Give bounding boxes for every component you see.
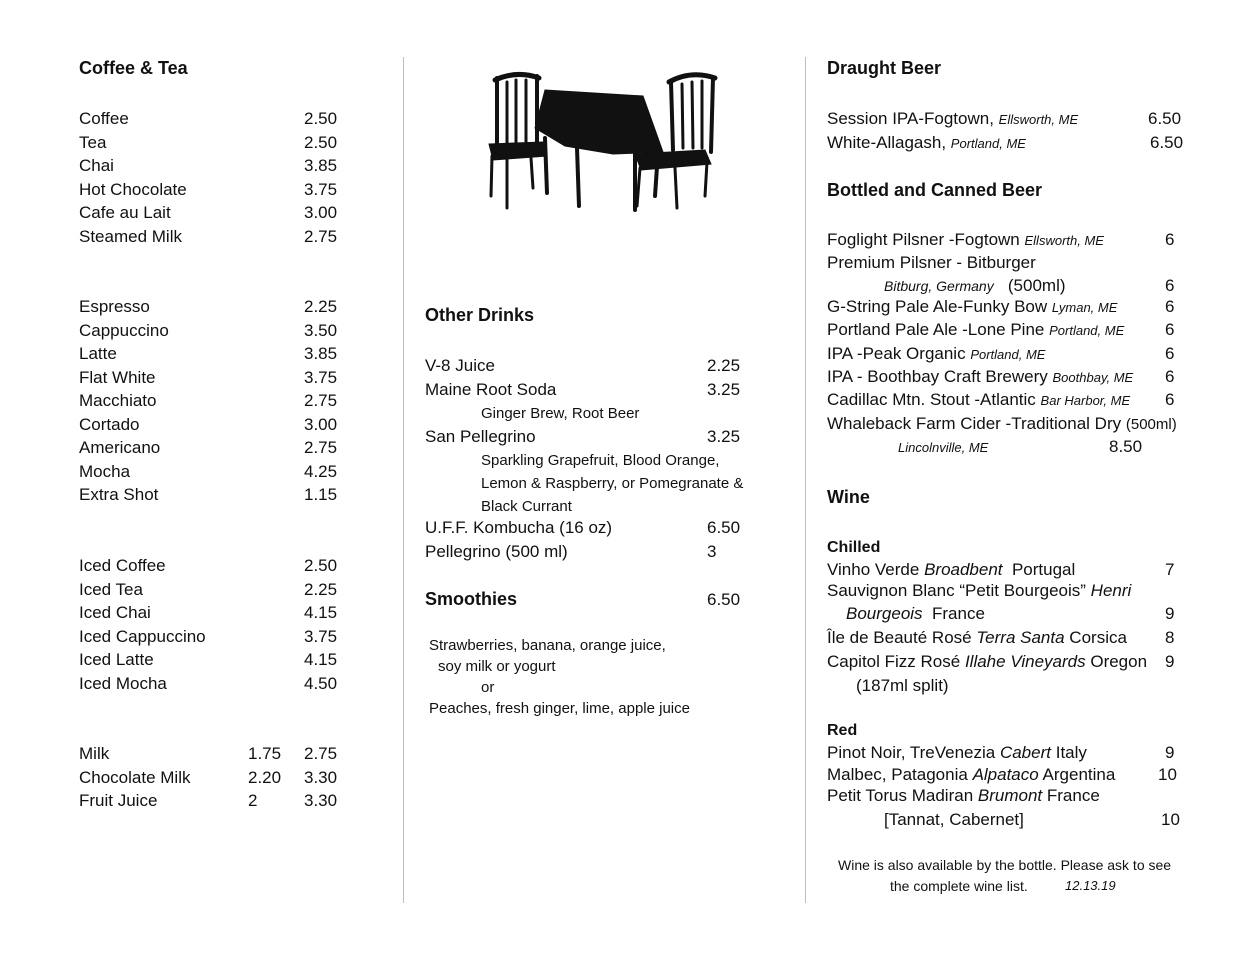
menu-item-name: Iced Cappuccino [79,627,206,646]
wine-note: (187ml split) [856,676,949,695]
wine-producer: Terra Santa [976,628,1065,647]
menu-item-name: Chocolate Milk [79,768,191,787]
menu-item-name: Cortado [79,415,140,434]
menu-item-note: Sparkling Grapefruit, Blood Orange, [481,452,720,469]
wine-price: 7 [1165,560,1175,579]
wine-grapes: [Tannat, Cabernet] [884,810,1024,829]
menu-item-name: Cappuccino [79,321,169,340]
menu-item-name: Iced Chai [79,603,151,622]
beer-origin: Portland, ME [1049,323,1125,338]
wine-producer: Broadbent [924,560,1003,579]
beer-name: IPA -Peak Organic [827,344,966,363]
menu-item-price: 3.85 [304,344,338,363]
wine-footer-note: the complete wine list. [890,878,1028,894]
coffee-tea-heading: Coffee & Tea [79,58,188,78]
wine-item [827,628,1127,648]
wine-price: 10 [1158,765,1177,784]
beer-item [827,390,1130,410]
menu-item-price: 3.75 [304,627,338,646]
wine-heading: Wine [827,487,870,507]
beer-origin: Bar Harbor, ME [1040,393,1131,408]
smoothie-or: or [481,679,495,696]
menu-item-name: San Pellegrino [425,427,536,446]
beer-name: G-String Pale Ale-Funky Bow [827,297,1048,316]
beer-name: Premium Pilsner - Bitburger [827,253,1036,272]
menu-item-name: Cafe au Lait [79,203,171,222]
wine-name: Capitol Fizz Rosé [827,652,961,671]
beer-item [827,320,1124,340]
wine-item [827,743,1087,763]
menu-item-price: 2.25 [304,297,338,316]
menu-item-name: Chai [79,156,114,175]
menu-item-name: Tea [79,133,107,152]
wine-country: France [1046,786,1100,805]
cider-name: Whaleback Farm Cider -Traditional Dry [827,414,1122,433]
menu-item-name: Macchiato [79,391,157,410]
menu-item-name: Steamed Milk [79,227,182,246]
menu-item-price-large: 3.30 [304,768,338,787]
menu-item-name: Extra Shot [79,485,159,504]
column-divider-left [403,57,404,903]
menu-item-price-large: 2.75 [304,744,338,763]
menu-item-price: 2.75 [304,391,338,410]
beer-item [827,344,1045,364]
wine-producer: Cabert [999,743,1051,762]
wine-producer: Alpataco [972,765,1039,784]
beer-item [827,109,1078,129]
wine-country: Portugal [1011,560,1076,579]
menu-item-note: Black Currant [481,498,572,515]
wine-item [827,652,1147,672]
menu-item-price-large: 3.30 [304,791,338,810]
wine-item-cont [846,604,985,624]
beer-price: 6.50 [1148,109,1182,128]
menu-item-price: 3.00 [304,415,338,434]
wine-producer: Brumont [977,786,1043,805]
beer-origin: Ellsworth, ME [998,112,1079,127]
draught-beer-heading: Draught Beer [827,58,942,78]
beer-item [827,297,1117,317]
table-chairs-illustration [485,68,725,218]
wine-price: 9 [1165,743,1175,762]
wine-name: Vinho Verde [827,560,920,579]
beer-origin: Boothbay, ME [1052,370,1134,385]
other-drinks-heading: Other Drinks [425,305,535,325]
smoothie-option: Peaches, fresh ginger, lime, apple juice [429,700,690,717]
column-divider-right [805,57,806,903]
menu-item-price: 2.50 [304,109,338,128]
wine-item [827,581,1131,601]
beer-item [827,133,1026,153]
menu-item-name: Iced Tea [79,580,143,599]
menu-item-price: 3.85 [304,156,338,175]
beer-price: 6 [1165,297,1175,316]
wine-item [827,765,1115,785]
smoothie-option: soy milk or yogurt [438,658,556,675]
beer-origin: Lyman, ME [1051,300,1118,315]
menu-item-name: V-8 Juice [425,356,495,375]
menu-item-price: 3.00 [304,203,338,222]
menu-item-name: Flat White [79,368,156,387]
menu-item-price: 4.15 [304,603,338,622]
menu-item-price: 2.25 [707,356,741,375]
cider-origin: Lincolnville, ME [898,440,989,455]
cider-size: (500ml) [1125,416,1177,433]
beer-price: 6 [1165,390,1175,409]
menu-item-price-small: 2 [248,791,258,810]
beer-item [827,230,1104,250]
beer-origin: Bitburg, Germany [884,278,994,294]
wine-name: Pinot Noir, TreVenezia [827,743,996,762]
beer-price: 6 [1165,230,1175,249]
beer-item [827,367,1133,387]
menu-item-price: 2.50 [304,556,338,575]
beer-price: 6.50 [1150,133,1184,152]
menu-item-price: 3.50 [304,321,338,340]
beer-price: 6 [1165,320,1175,339]
menu-item-name: Mocha [79,462,131,481]
menu-item-name: Latte [79,344,117,363]
chilled-subheading: Chilled [827,539,881,556]
menu-item-price: 3.25 [707,380,741,399]
wine-country: Argentina [1042,765,1116,784]
menu-item-price: 2.75 [304,227,338,246]
beer-price: 6 [1165,344,1175,363]
wine-country: Corsica [1069,628,1127,647]
wine-price: 9 [1165,652,1175,671]
wine-footer-note: Wine is also available by the bottle. Please ask to see [838,857,1172,873]
beer-origin: Portland, ME [950,136,1026,151]
wine-price: 8 [1165,628,1175,647]
cider-item [827,414,1177,434]
bottled-beer-heading: Bottled and Canned Beer [827,180,1043,200]
menu-item-price: 6.50 [707,518,741,537]
wine-country: Oregon [1090,652,1148,671]
menu-item-price: 2.25 [304,580,338,599]
menu-item-price: 4.50 [304,674,338,693]
smoothies-heading: Smoothies [425,589,518,609]
menu-item-price: 2.50 [304,133,338,152]
menu-item-name: Iced Mocha [79,674,167,693]
wine-country: Italy [1055,743,1087,762]
beer-name: Portland Pale Ale -Lone Pine [827,320,1045,339]
wine-price: 9 [1165,604,1175,623]
beer-origin: Portland, ME [970,347,1046,362]
wine-name: Malbec, Patagonia [827,765,968,784]
red-subheading: Red [827,722,858,739]
wine-producer: Henri [1090,581,1132,600]
menu-item-price: 4.25 [304,462,338,481]
menu-item-name: Iced Coffee [79,556,166,575]
wine-name: Petit Torus Madiran [827,786,974,805]
beer-name: Session IPA-Fogtown, [827,109,994,128]
menu-item-name: Iced Latte [79,650,154,669]
wine-name: Sauvignon Blanc “Petit Bourgeois” [827,581,1086,600]
menu-item-price: 4.15 [304,650,338,669]
menu-item-price: 1.15 [304,485,338,504]
menu-item-name: Milk [79,744,110,763]
beer-price: 6 [1165,276,1175,295]
menu-date: 12.13.19 [1065,878,1116,893]
wine-producer: Bourgeois [846,604,923,623]
beer-name: Foglight Pilsner -Fogtown [827,230,1020,249]
wine-item [827,786,1100,806]
beer-origin-line [884,276,1066,296]
smoothie-option: Strawberries, banana, orange juice, [429,637,666,654]
beer-size: (500ml) [1007,276,1066,295]
menu-item-name: Americano [79,438,161,457]
menu-item-name: Espresso [79,297,150,316]
menu-item-name: Coffee [79,109,129,128]
beer-origin: Ellsworth, ME [1024,233,1104,248]
smoothies-price: 6.50 [707,590,741,609]
wine-item [827,560,1075,580]
cider-price: 8.50 [1109,437,1143,456]
menu-item-price-small: 1.75 [248,744,282,763]
menu-item-name: Fruit Juice [79,791,158,810]
wine-name: Île de Beauté Rosé [827,628,972,647]
beer-price: 6 [1165,367,1175,386]
menu-item-price: 3 [707,542,717,561]
menu-item-note: Lemon & Raspberry, or Pomegranate & [481,475,744,492]
menu-item-price: 3.75 [304,368,338,387]
menu-item-name: Pellegrino (500 ml) [425,542,568,561]
menu-item-price: 3.25 [707,427,741,446]
menu-item-name: U.F.F. Kombucha (16 oz) [425,518,613,537]
menu-item-name: Maine Root Soda [425,380,557,399]
wine-country: France [932,604,985,623]
menu-item-price-small: 2.20 [248,768,282,787]
wine-producer: Illahe Vineyards [964,652,1086,671]
menu-item-price: 3.75 [304,180,338,199]
beer-name: IPA - Boothbay Craft Brewery [827,367,1048,386]
menu-item-note: Ginger Brew, Root Beer [481,405,640,422]
wine-price: 10 [1161,810,1180,829]
beer-name: Cadillac Mtn. Stout -Atlantic [827,390,1036,409]
beer-name: White-Allagash, [827,133,947,152]
menu-item-price: 2.75 [304,438,338,457]
menu-item-name: Hot Chocolate [79,180,187,199]
